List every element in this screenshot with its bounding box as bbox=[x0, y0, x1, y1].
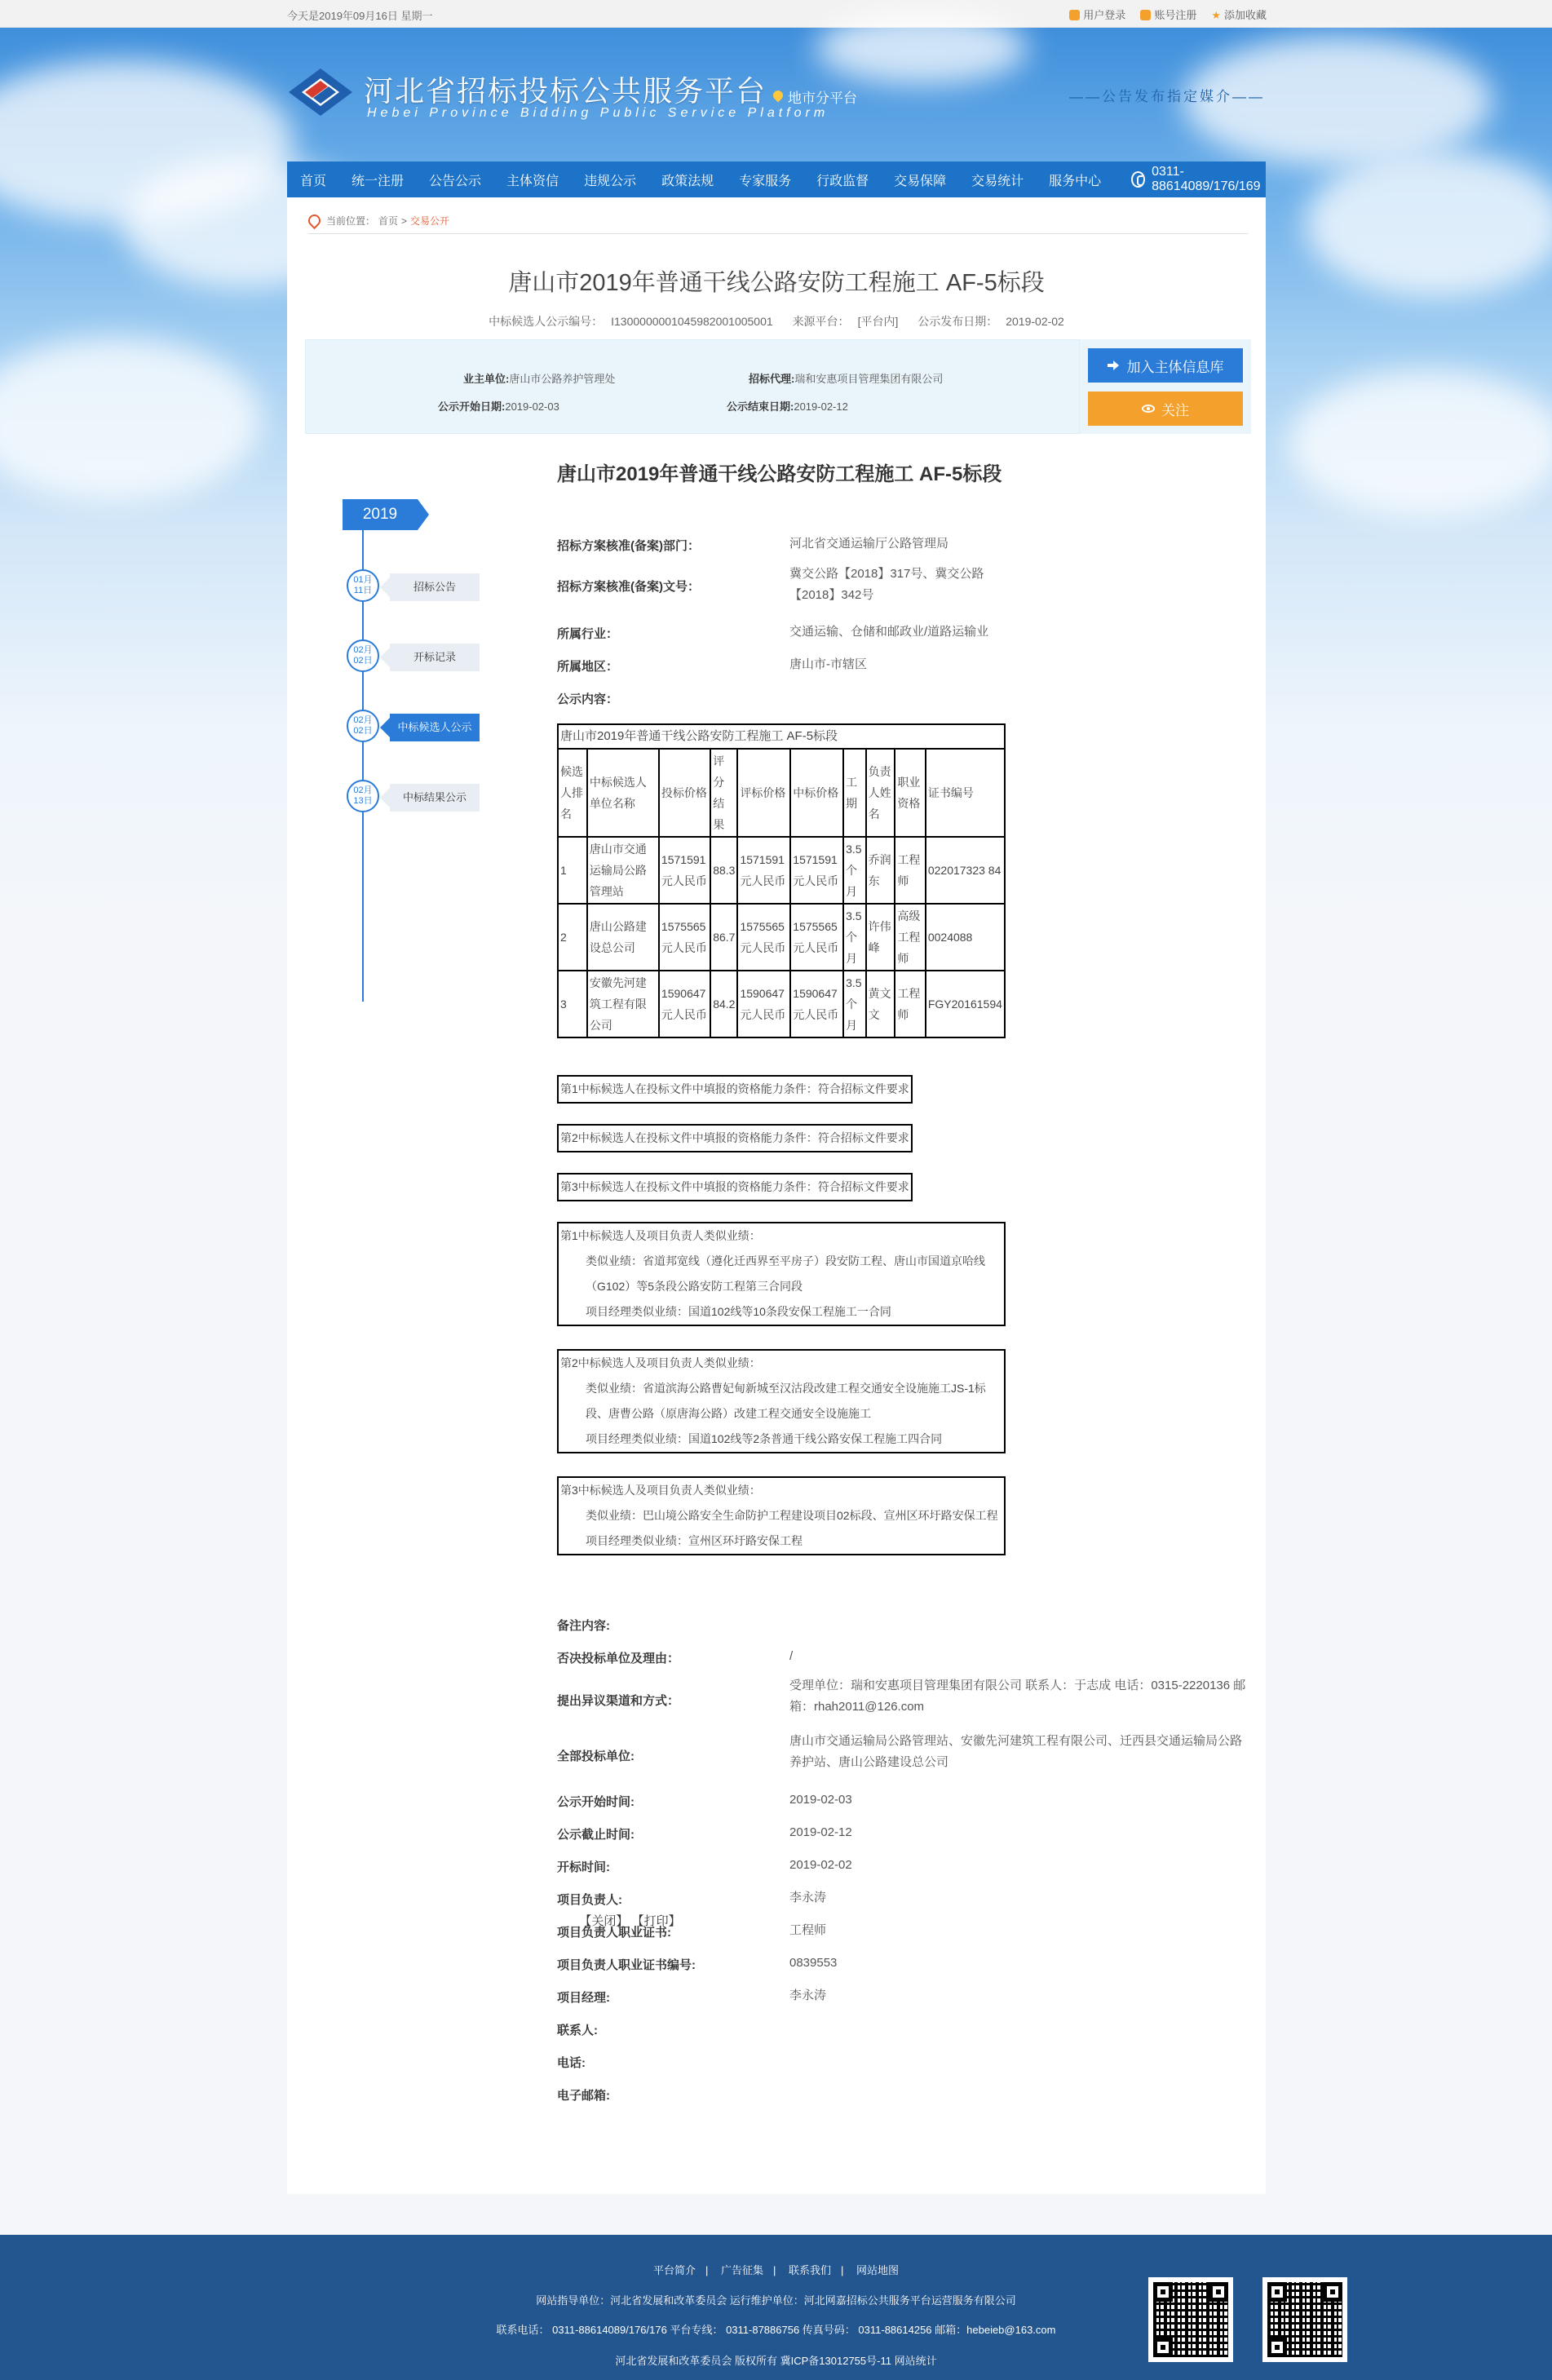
footer-guidance: 网站指导单位：河北省发展和改革委员会 运行维护单位：河北网嘉招标公共服务平台运营服务有限公司 bbox=[536, 2294, 1016, 2307]
qualification-3: 第3中标候选人在投标文件中填报的资格能力条件：符合招标文件要求 bbox=[557, 1173, 913, 1201]
follow-button[interactable]: 关注 bbox=[1088, 392, 1243, 426]
page-title: 唐山市2019年普通干线公路安防工程施工 AF-5标段 bbox=[508, 270, 1045, 296]
footer-contact[interactable]: 联系我们 bbox=[789, 2264, 832, 2276]
timeline-node-date: 02月 02日 bbox=[347, 639, 379, 672]
user-icon bbox=[1069, 10, 1080, 20]
qualification-2: 第2中标候选人在投标文件中填报的资格能力条件：符合招标文件要求 bbox=[557, 1124, 913, 1152]
table-row: 2 唐山公路建设总公司 1575565元人民币 86.7 1575565元人民币 1575565元人民币 3.5个月 许伟峰 高级工程师 0024088 bbox=[558, 904, 1005, 971]
nav-experts[interactable]: 专家服务 bbox=[739, 174, 792, 188]
nav-statistics[interactable]: 交易统计 bbox=[971, 174, 1024, 188]
meta-date: 公示发布日期： 2019-02-02 bbox=[917, 315, 1064, 328]
performance-3: 第3中标候选人及项目负责人类似业绩： 类似业绩：巴山境公路安全生命防护工程建设项目02标段、宣州区环圩路安保工程 项目经理类似业绩：宣州区环圩路安保工程 bbox=[557, 1476, 1006, 1555]
nav-service[interactable]: 服务中心 bbox=[1049, 174, 1102, 188]
timeline-node-date: 02月 13日 bbox=[347, 780, 379, 812]
footer-links: 平台简介 | 广告征集 | 联系我们 | 网站地图 bbox=[652, 2264, 900, 2276]
nav-home[interactable]: 首页 bbox=[300, 174, 327, 188]
site-title: 河北省招标投标公共服务平台 bbox=[364, 74, 767, 108]
bookmark-link[interactable]: ★ 添加收藏 bbox=[1211, 9, 1267, 21]
nav-violations[interactable]: 违规公示 bbox=[584, 174, 637, 188]
breadcrumb: 当前位置： 首页 > 交易公开 bbox=[308, 214, 449, 228]
print-button[interactable]: 【打印】 bbox=[631, 1914, 681, 1928]
candidate-table bbox=[557, 723, 1006, 1038]
top-links bbox=[1069, 7, 1267, 22]
qualification-1: 第1中标候选人在投标文件中填报的资格能力条件：符合招标文件要求 bbox=[557, 1075, 913, 1104]
table-caption: 唐山市2019年普通干线公路安防工程施工 AF-5标段 bbox=[558, 724, 1005, 749]
add-to-database-button[interactable]: 加入主体信息库 bbox=[1088, 348, 1243, 383]
close-button[interactable]: 【关闭】 bbox=[579, 1914, 629, 1928]
nav-phone: 0311-88614089/176/169 bbox=[1131, 165, 1266, 194]
timeline-node-date: 02月 02日 bbox=[347, 710, 379, 742]
nav-policies[interactable]: 政策法规 bbox=[661, 174, 714, 188]
meta-source: 来源平台： [平台内] bbox=[792, 315, 899, 328]
footer-sitemap[interactable]: 网站地图 bbox=[856, 2264, 900, 2276]
location-pin-icon bbox=[773, 91, 783, 104]
slogan: ——公告发布指定媒介—— bbox=[1069, 89, 1265, 104]
nav-announcements[interactable]: 公告公示 bbox=[429, 174, 482, 188]
eye-icon bbox=[1142, 405, 1155, 413]
nav-register[interactable]: 统一注册 bbox=[352, 174, 405, 188]
current-date: 今天是2019年09月16日 星期一 bbox=[287, 10, 433, 22]
nav-guarantee[interactable]: 交易保障 bbox=[894, 174, 947, 188]
sign-in-icon bbox=[1108, 360, 1121, 371]
notice-meta bbox=[287, 313, 1266, 330]
main-panel: 当前位置： 首页 > 交易公开 唐山市2019年普通干线公路安防工程施工 AF-5标段 中标候选人公示编号： I1300000001045982001005001 来源平台： [平台内] 公示发布日期： 2019-02-02 业主单位:唐山市公路养护管理处 招标代理:瑞和安惠项目管理集团有限公司 公示开始日期:2019-02-03 公示结束日期:2019-02-12 加入主体信息库 关注 2019 01月 11日 招标公告 02月 02日 开标记录 02月 02日 中标候选人公示 02月 13日 中标结果公示 唐山市2019年普通干线公路安防工程施工 AF-5标段 招标方案核准(备案)部门： 河北省交通运输厅公路管理局 招标方案核准(备案)文号： 冀交公路【2018】317号、冀交公路【2018】342号 所属行业： 交通运输、仓储和邮政业/道路运输业 所属地区： 唐山市-市辖区 公示内容： 唐山市2019年普通干线公路安防工程施工 AF-5标段 候选人排名 中标候选人单位名称 投标价格 评分结果 评标价格 中标价格 工期 负责人姓名 职业资格 证书编号 1 唐山市交通运输局公路管理站 1571591元人民币 88.3 1571591元人民币 1571591元人民币 3.5个月 乔润东 工程师 022017323 84 2 唐山公路建设总公司 1575565元人民币 86.7 1575565元人民币 1575565元人民币 3.5个月 许伟峰 高级工程师 0024088 3 安徽先河建筑工程有限公司 1590647元人民币 84.2 1590647元人民币 1590647元人民币 3.5个月 黄文文 工程师 FGY20161594 第1中标候选人在投标文件中填报的资格能力条件：符合招标文件要求 第2中标候选人在投标文件中填报的资格能力条件：符合招标文件要求 第3中标候选人在投标文件中填报的资格能力条件：符合招标文件要求 第1中标候选人及项目负责人类似业绩： 类似业绩：省道邦宽线（遵化迁西界至平房子）段安防工程、唐山市国道京哈线（G102）等5条段公路安防工程第三合同段 项目经理类似业绩：国道102线等10条段安保工程施工一合同 第2中标候选人及项目负责人类似业绩： 类似业绩：省道滨海公路曹妃甸新城至汉沽段改建工程交通安全设施施工JS-1标段、唐曹公路（原唐海公路）改建工程交通安全设施施工 项目经理类似业绩：国道102线等2条普通干线公路安保工程施工四合同 第3中标候选人及项目负责人类似业绩： 类似业绩：巴山境公路安全生命防护工程建设项目02标段、宣州区环圩路安保工程 项目经理类似业绩：宣州区环圩路安保工程 备注内容: 否决投标单位及理由： / 提出异议渠道和方式： 受理单位：瑞和安惠项目管理集团有限公司 联系人：于志成 电话：0315-2220136 邮箱：rhah2011@126.com 全部投标单位: 唐山市交通运输局公路管理站、安徽先河建筑工程有限公司、迁西县交通运输局公路养护站、唐山公路建设总公司 公示开始时间: 2019-02-03 公示截止时间: 2019-02-12 开标时间: 2019-02-02 项目负责人: 李永涛 项目负责人职业证书: 工程师 项目负责人职业证书编号: 0839553 项目经理: 李永涛 联系人: 电话: 电子邮箱: bbox=[287, 197, 1266, 2194]
meta-code: 中标候选人公示编号： I1300000001045982001005001 bbox=[489, 315, 773, 328]
timeline-bid-notice[interactable]: 招标公告 bbox=[390, 573, 480, 601]
action-links bbox=[0, 1912, 1260, 1929]
timeline-year: 2019 bbox=[343, 499, 418, 530]
location-icon bbox=[308, 215, 318, 228]
content-title: 唐山市2019年普通干线公路安防工程施工 AF-5标段 bbox=[557, 463, 1002, 485]
footer bbox=[0, 2235, 1552, 2380]
table-header-row: 候选人排名 中标候选人单位名称 投标价格 评分结果 评标价格 中标价格 工期 负责人姓名 职业资格 证书编号 bbox=[558, 749, 1005, 837]
timeline-result-notice[interactable]: 中标结果公示 bbox=[390, 784, 480, 812]
site-subtitle: Hebei Province Bidding Public Service Platform bbox=[367, 106, 829, 120]
qr-code bbox=[1262, 2277, 1347, 2362]
timeline-opening-record[interactable]: 开标记录 bbox=[390, 644, 480, 671]
nav-credit[interactable]: 主体资信 bbox=[506, 174, 559, 188]
login-link[interactable]: 用户登录 bbox=[1069, 7, 1125, 22]
publicity-end: 公示结束日期:2019-02-12 bbox=[727, 400, 848, 413]
bid-agent: 招标代理:瑞和安惠项目管理集团有限公司 bbox=[749, 373, 944, 385]
divider bbox=[308, 233, 1248, 234]
city-platform-link[interactable]: 地市分平台 bbox=[773, 86, 857, 107]
table-row: 1 唐山市交通运输局公路管理站 1571591元人民币 88.3 1571591元人民币 1571591元人民币 3.5个月 乔润东 工程师 022017323 84 bbox=[558, 837, 1005, 904]
footer-contact-info: 联系电话： 0311-88614089/176/176 平台专线： 0311-87886756 传真号码： 0311-88614256 邮箱：hebeieb@163.com bbox=[496, 2324, 1056, 2336]
register-link[interactable]: 账号注册 bbox=[1140, 7, 1196, 22]
main-nav bbox=[287, 161, 1266, 197]
phone-icon bbox=[1131, 171, 1145, 188]
performance-1: 第1中标候选人及项目负责人类似业绩： 类似业绩：省道邦宽线（遵化迁西界至平房子）段安防工程、唐山市国道京哈线（G102）等5条段公路安防工程第三合同段 项目经理类似业绩：国道102线等10条段安保工程施工一合同 bbox=[557, 1222, 1006, 1326]
platform-logo bbox=[287, 67, 354, 117]
publicity-start: 公示开始日期:2019-02-03 bbox=[438, 400, 559, 413]
footer-about[interactable]: 平台简介 bbox=[652, 2264, 696, 2276]
breadcrumb-current[interactable]: 交易公开 bbox=[410, 215, 450, 227]
qr-code bbox=[1148, 2277, 1233, 2362]
owner-unit: 业主单位:唐山市公路养护管理处 bbox=[463, 373, 616, 385]
footer-copyright: 河北省发展和改革委员会 版权所有 冀ICP备13012755号-11 网站统计 bbox=[615, 2355, 937, 2367]
nav-supervision[interactable]: 行政监督 bbox=[816, 174, 869, 188]
performance-2: 第2中标候选人及项目负责人类似业绩： 类似业绩：省道滨海公路曹妃甸新城至汉沽段改建工程交通安全设施施工JS-1标段、唐曹公路（原唐海公路）改建工程交通安全设施施工 项目经理类似业绩：国道102线等2条普通干线公路安保工程施工四合同 bbox=[557, 1349, 1006, 1453]
table-row: 3 安徽先河建筑工程有限公司 1590647元人民币 84.2 1590647元人民币 1590647元人民币 3.5个月 黄文文 工程师 FGY20161594 bbox=[558, 971, 1005, 1037]
star-icon: ★ bbox=[1211, 9, 1221, 21]
top-bar bbox=[0, 0, 1552, 28]
timeline-node-date: 01月 11日 bbox=[347, 569, 379, 602]
breadcrumb-home[interactable]: 首页 bbox=[378, 215, 399, 227]
info-box bbox=[305, 339, 1080, 434]
timeline-candidate-notice[interactable]: 中标候选人公示 bbox=[390, 714, 480, 741]
account-icon bbox=[1140, 10, 1151, 20]
footer-ads[interactable]: 广告征集 bbox=[720, 2264, 763, 2276]
